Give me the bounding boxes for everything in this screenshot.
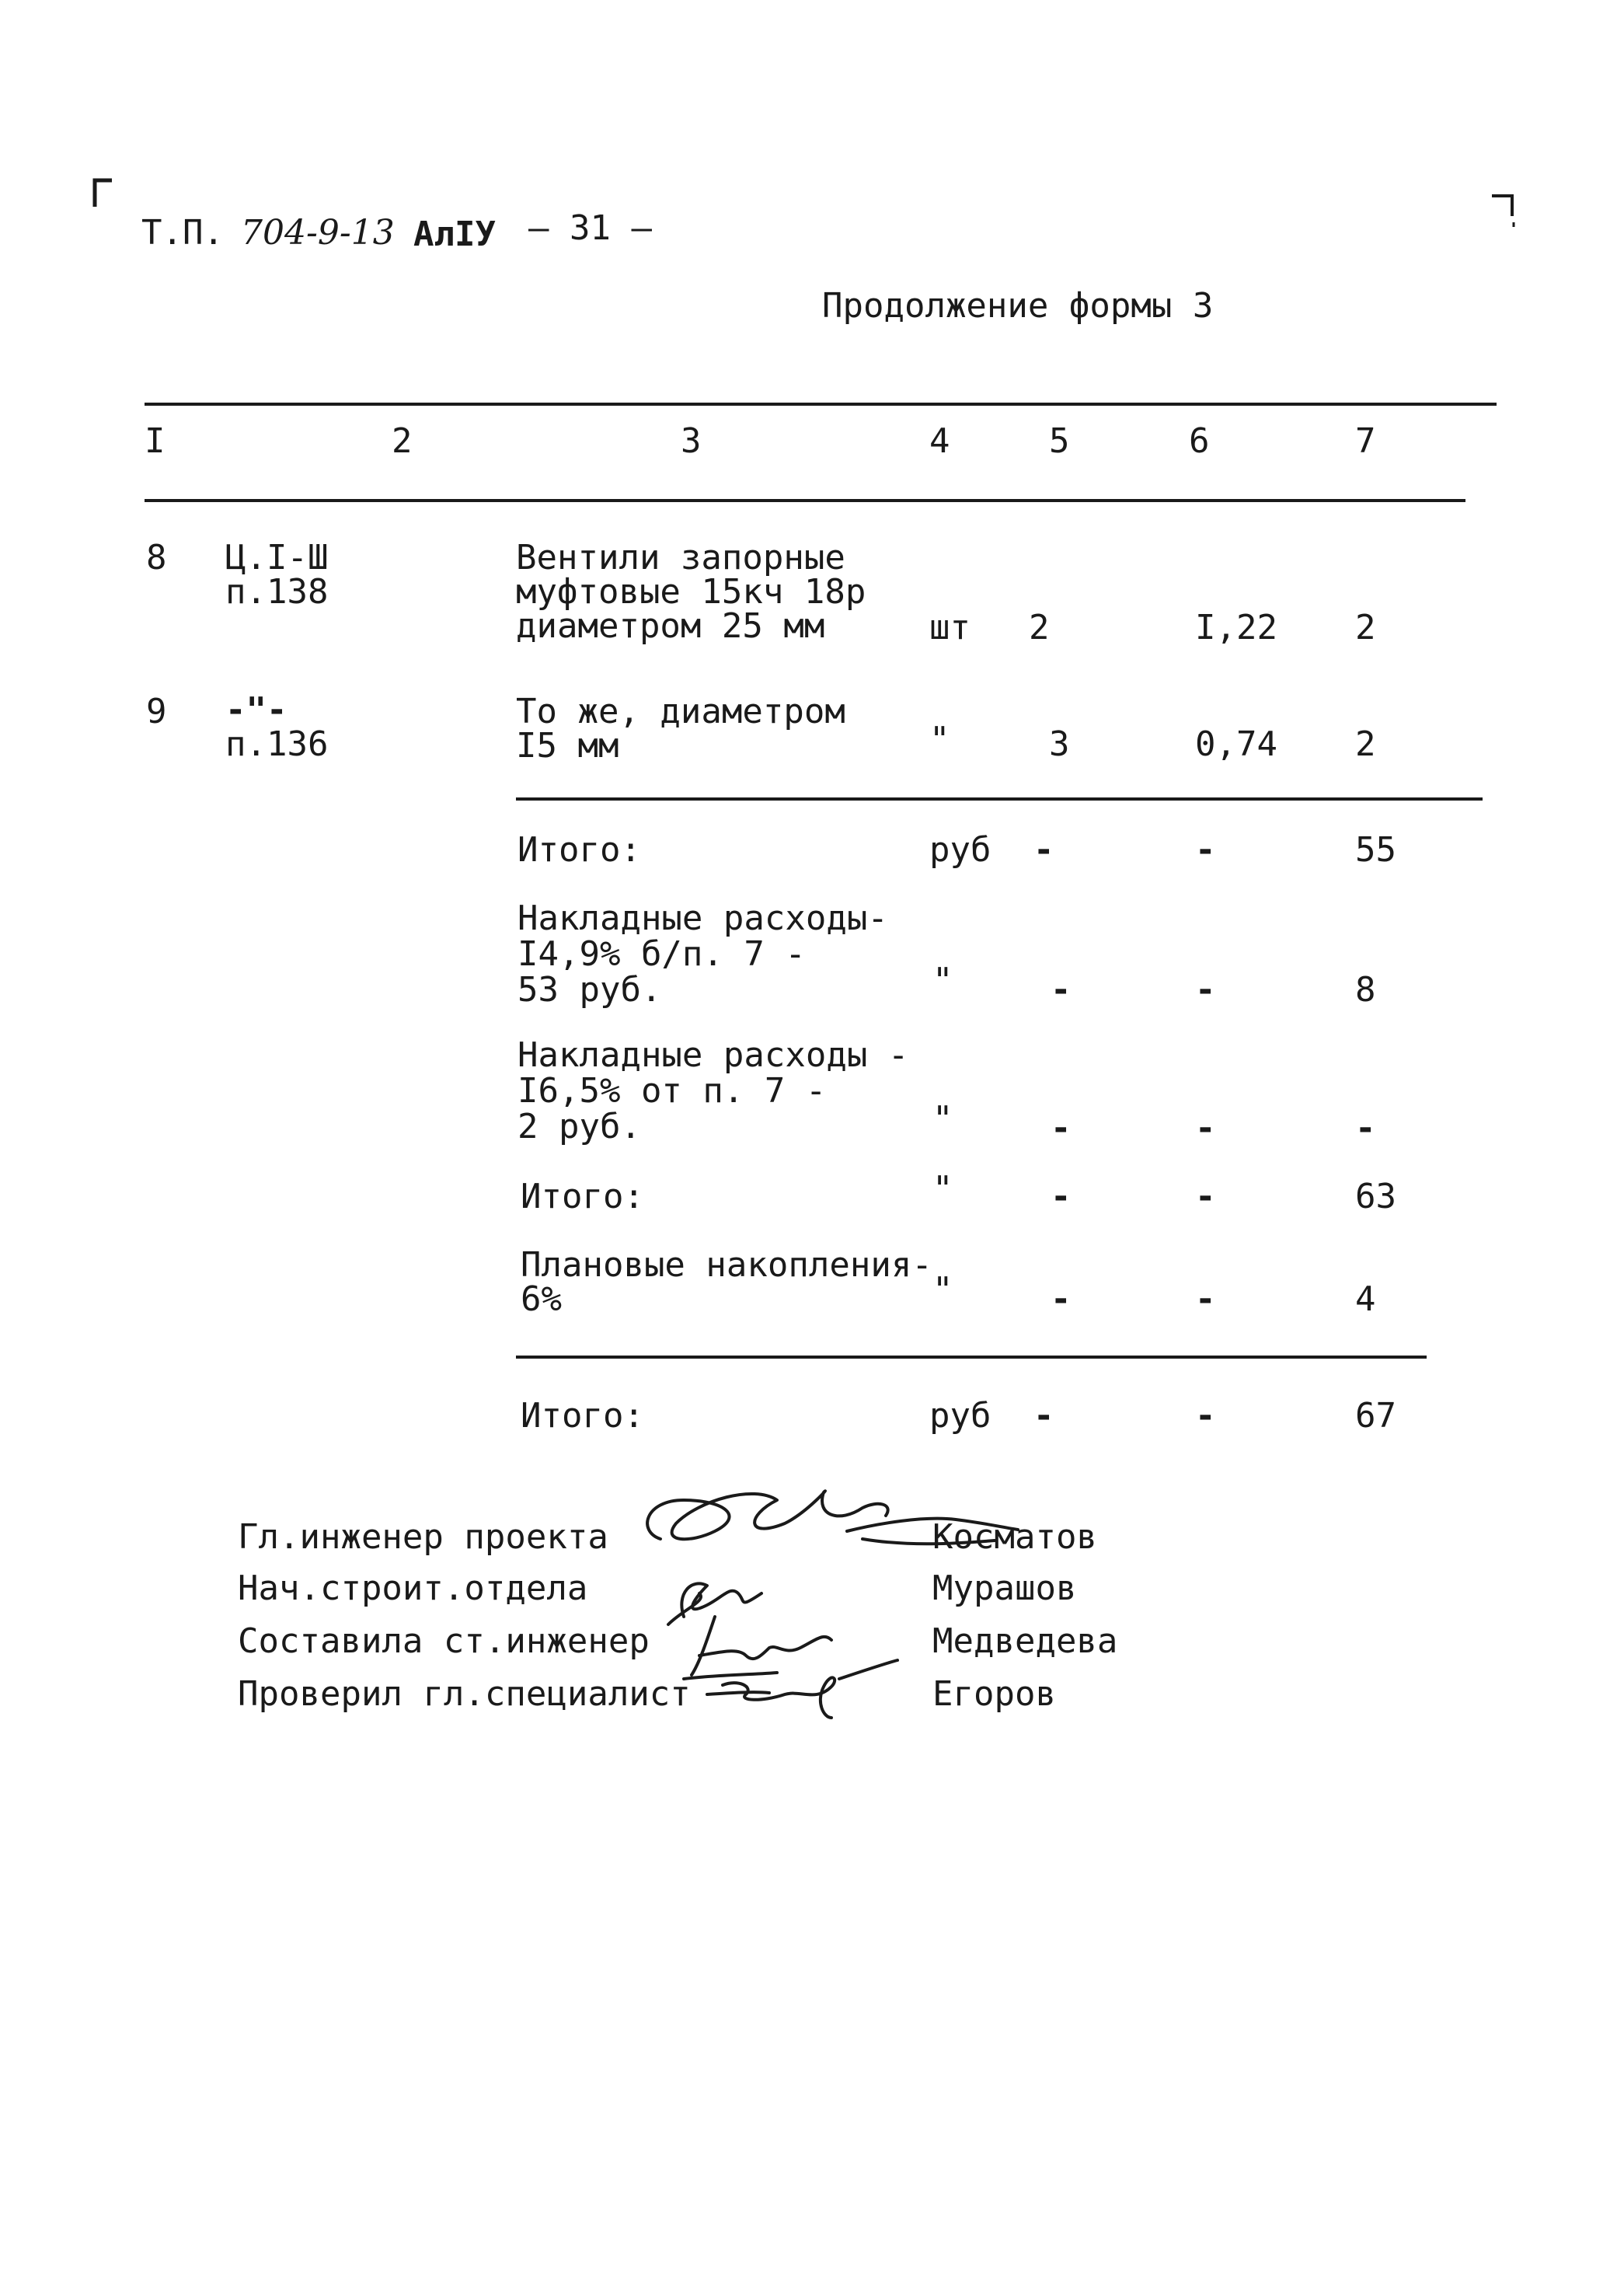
doc-number: 704-9-13	[241, 213, 395, 253]
row-qty: 2	[1029, 608, 1050, 647]
col-header-3: 3	[681, 421, 702, 461]
signature-role: Гл.инженер проекта	[238, 1517, 608, 1557]
col-header-2: 2	[392, 421, 413, 461]
summary-price: -	[1195, 830, 1216, 870]
summary-price: -	[1195, 970, 1216, 1010]
handwritten-signature-1	[629, 1469, 1033, 1562]
summary-name-line: Накладные расходы -	[518, 1035, 909, 1075]
final-total-label: Итого:	[521, 1396, 644, 1436]
row-name-line: I5 мм	[516, 726, 619, 766]
handwritten-signature-4	[699, 1656, 901, 1725]
final-total-price: -	[1195, 1396, 1216, 1436]
corner-mark-right	[1490, 193, 1517, 232]
final-total-unit: руб	[929, 1396, 991, 1436]
row-unit: "	[929, 720, 950, 759]
summary-total: 4	[1355, 1279, 1376, 1319]
summary-name-line: Плановые накопления-	[521, 1245, 932, 1285]
row-ref-line: -"-	[225, 690, 288, 730]
row-number: 8	[146, 538, 167, 577]
row-unit: шт	[929, 608, 971, 647]
summary-qty: -	[1051, 1108, 1072, 1148]
summary-name-line: 2 руб.	[518, 1107, 641, 1146]
signature-person: Мурашов	[932, 1568, 1077, 1608]
row-total: 2	[1355, 608, 1376, 647]
col-header-7: 7	[1355, 421, 1376, 461]
summary-unit: "	[932, 961, 953, 1000]
doc-suffix: АлIУ	[413, 215, 496, 254]
signature-person: Егоров	[932, 1674, 1056, 1714]
row-name-line: муфтовые 15кч 18р	[516, 572, 866, 612]
signature-role: Проверил гл.специалист	[238, 1674, 691, 1714]
final-total-value: 67	[1355, 1396, 1396, 1436]
summary-name-line: I6,5% от п. 7 -	[518, 1071, 827, 1111]
row-name-line: Вентили запорные	[516, 538, 845, 577]
summary-price: -	[1195, 1108, 1216, 1148]
summary-name-line: I4,9% б/п. 7 -	[518, 934, 806, 974]
row-name-line: То же, диаметром	[516, 692, 845, 731]
summary-total: 55	[1355, 830, 1396, 870]
summary-unit: руб	[929, 830, 991, 870]
summary-total: 8	[1355, 970, 1376, 1010]
row-name-line: диаметром 25 мм	[516, 606, 825, 646]
summary-unit: "	[932, 1099, 953, 1139]
page-number: — 31 —	[528, 208, 652, 248]
row-price: 0,74	[1195, 724, 1277, 764]
col-header-5: 5	[1049, 421, 1070, 461]
summary-unit: "	[932, 1169, 953, 1209]
summary-price: -	[1195, 1279, 1216, 1319]
row-total: 2	[1355, 724, 1376, 764]
summary-name-line: Итого:	[518, 830, 641, 870]
row-price: I,22	[1195, 608, 1277, 647]
row-number: 9	[146, 692, 167, 731]
table-top-rule	[145, 403, 1497, 406]
continuation-title: Продолжение формы 3	[822, 286, 1214, 326]
col-header-1: I	[145, 421, 166, 461]
summary-qty: -	[1051, 1177, 1072, 1216]
signature-role: Составила ст.инженер	[238, 1621, 650, 1661]
row-ref-line: п.138	[225, 572, 329, 612]
summary-qty: -	[1051, 1279, 1072, 1319]
summary-total: 63	[1355, 1177, 1396, 1216]
row-qty: 3	[1049, 724, 1070, 764]
col-header-6: 6	[1189, 421, 1210, 461]
summary-name-line: 53 руб.	[518, 970, 662, 1010]
corner-mark-left	[92, 177, 115, 208]
table-header-rule	[145, 499, 1465, 502]
summary-name-line: Итого:	[521, 1177, 644, 1216]
final-total-qty: -	[1033, 1396, 1054, 1436]
summary-name-line: Накладные расходы-	[518, 899, 888, 938]
final-total-rule	[516, 1356, 1427, 1359]
doc-prefix: Т.П.	[141, 213, 224, 253]
summary-name-line: 6%	[521, 1279, 562, 1319]
row-ref-line: п.136	[225, 724, 329, 764]
signature-person: Медведева	[932, 1621, 1118, 1661]
row-ref-line: Ц.I-Ш	[225, 538, 329, 577]
summary-total: -	[1355, 1108, 1376, 1148]
signature-person: Косматов	[932, 1517, 1097, 1557]
summary-unit: "	[932, 1270, 953, 1310]
summary-price: -	[1195, 1177, 1216, 1216]
summary-qty: -	[1051, 970, 1072, 1010]
signature-role: Нач.строит.отдела	[238, 1568, 588, 1608]
subtotal-rule	[516, 797, 1483, 801]
summary-qty: -	[1033, 830, 1054, 870]
col-header-4: 4	[929, 421, 950, 461]
